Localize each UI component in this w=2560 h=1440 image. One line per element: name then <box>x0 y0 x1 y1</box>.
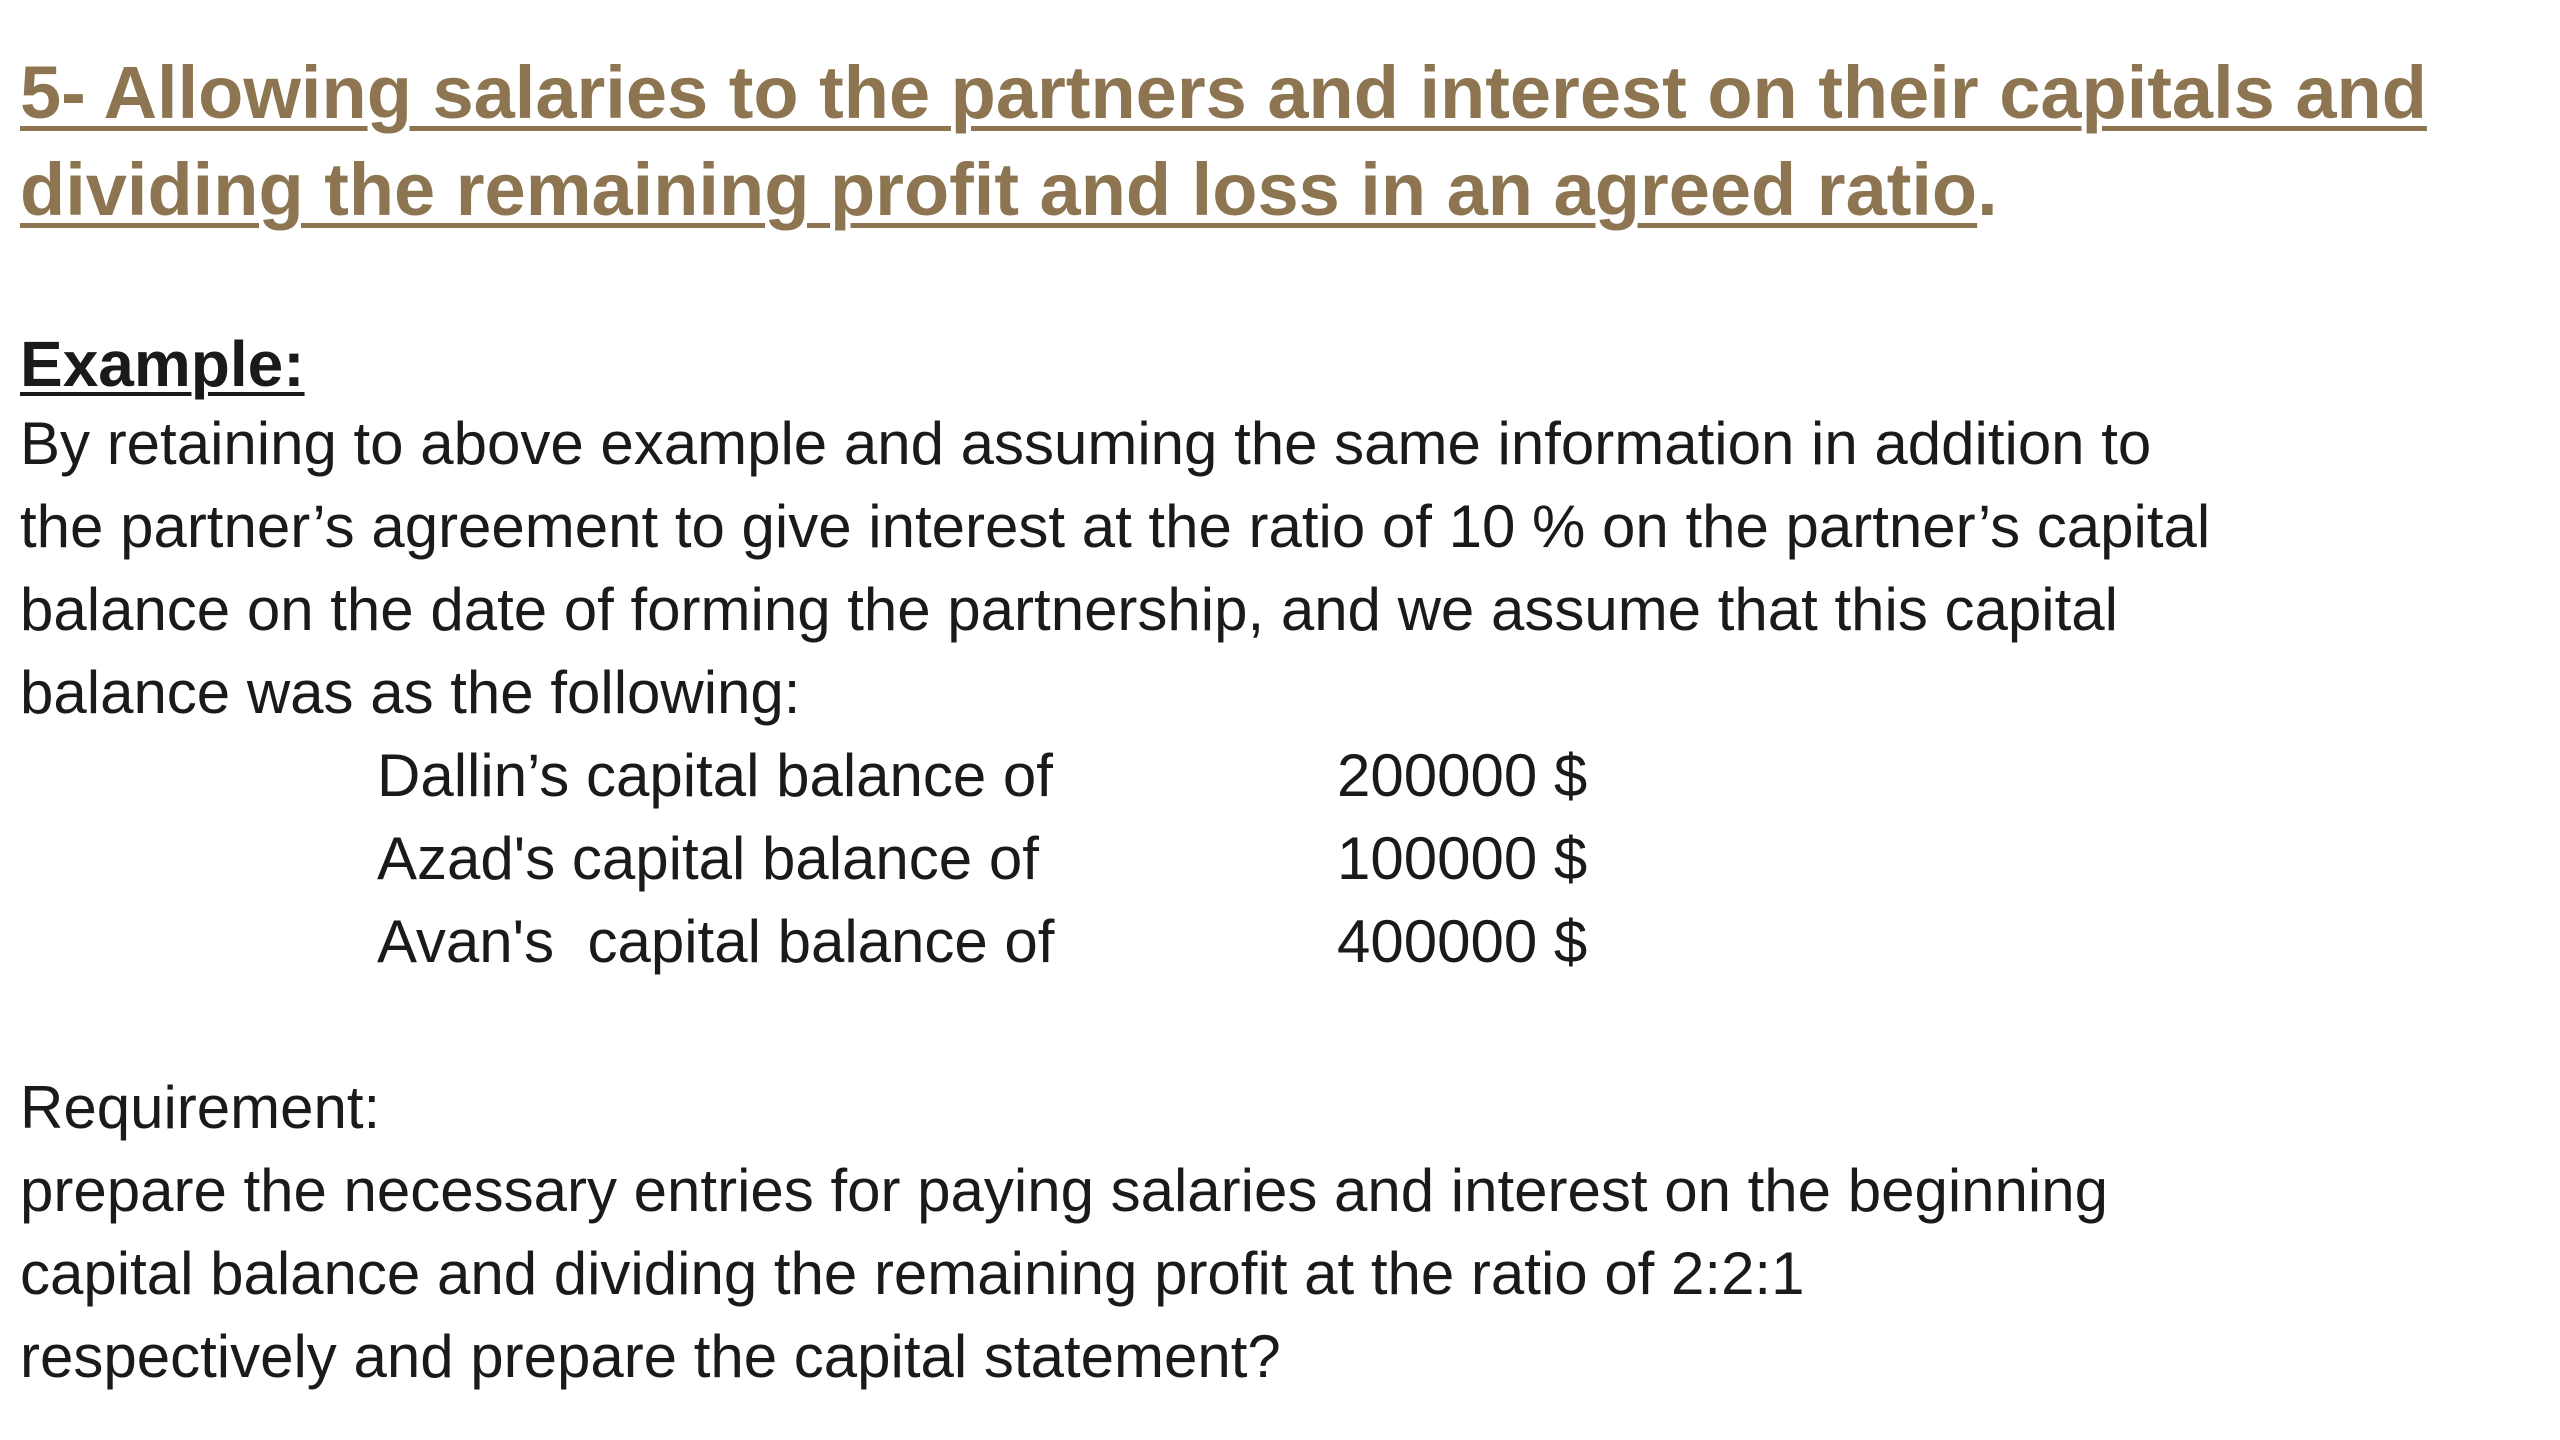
requirement-paragraph <box>20 1149 2520 1398</box>
document-page <box>20 44 2520 1398</box>
heading-line-1: 5- Allowing salaries to the partners and interest on their capitals and <box>20 51 2427 134</box>
heading-line-2: dividing the remaining profit and loss in an agreed ratio. <box>20 148 1998 231</box>
example-line: balance was as the following: <box>20 659 801 726</box>
requirement-line: respectively and prepare the capital statement? <box>20 1323 1281 1390</box>
example-line: the partner’s agreement to give interest at the ratio of 10 % on the partner’s capital <box>20 493 2211 560</box>
example-label: Example: <box>20 328 305 400</box>
capital-balance-value: 200000 $ <box>1337 742 1588 809</box>
requirement-line: capital balance and dividing the remaining profit at the ratio of 2:2:1 <box>20 1240 1805 1307</box>
capital-balance-label: Dallin’s capital balance of <box>377 742 1053 809</box>
example-paragraph <box>20 402 2520 734</box>
requirement-line: prepare the necessary entries for paying salaries and interest on the beginning <box>20 1157 2108 1224</box>
example-line: balance on the date of forming the partnership, and we assume that this capital <box>20 576 2118 643</box>
capital-balance-label: Azad's capital balance of <box>377 825 1039 892</box>
capital-balance-value: 100000 $ <box>1337 825 1588 892</box>
capital-balance-label: Avan's capital balance of <box>377 908 1055 975</box>
capital-balance-row <box>377 900 1677 983</box>
capital-balance-row <box>377 817 1677 900</box>
capital-balance-value: 400000 $ <box>1337 908 1588 975</box>
section-heading <box>20 44 2520 238</box>
capital-balance-row <box>377 734 1677 817</box>
capital-balances-list <box>377 734 1677 983</box>
requirement-label: Requirement: <box>20 1074 381 1141</box>
example-line: By retaining to above example and assuming the same information in addition to <box>20 410 2152 477</box>
